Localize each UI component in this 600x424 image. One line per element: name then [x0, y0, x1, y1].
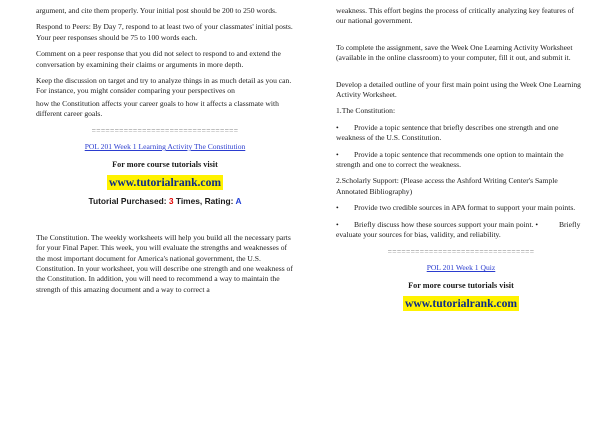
outline-heading-constitution: 1.The Constitution:	[336, 106, 396, 116]
site-link-text[interactable]: www.tutorialrank.com	[404, 296, 518, 310]
visit-heading: For more course tutorials visit	[112, 160, 218, 170]
visit-heading: For more course tutorials visit	[408, 281, 514, 291]
paragraph-initial-post: argument, and cite them properly. Your initial post should be 200 to 250 words.	[36, 6, 277, 15]
separator-rule: ================================	[91, 125, 239, 135]
right-column	[336, 6, 586, 317]
bullet-item-strength-weakness	[336, 123, 586, 144]
left-column	[36, 6, 294, 301]
purchase-prefix: Tutorial Purchased:	[88, 196, 169, 207]
quiz-title-link[interactable]: POL 201 Week 1 Quiz	[426, 262, 496, 272]
site-link-text[interactable]: www.tutorialrank.com	[108, 175, 222, 189]
paragraph-outline: Develop a detailed outline of your first main point using the Week One Learning Activity Worksheet.	[336, 79, 581, 100]
outline-heading-scholarly: 2.Scholarly Support: (Please access the Ashford Writing Center's Sample Annotated Bibliography)	[336, 176, 558, 196]
paragraph-constitution-intro: The Constitution. The weekly worksheets will help you build all the necessary parts for your Final Paper. This week, you will evaluate the strengths and weaknesses of the most important document for America's national government, the U.S. Constitution. In your worksheet, you will describe one strength and one weakness of the Constitution. In addition, you will need to recommend a way to maintain the strength of this amazing document and a way to correct a	[36, 232, 293, 294]
paragraph-career-goals: how the Constitution affects your career goals to how it affects a classmate with different career goals.	[36, 98, 279, 119]
bullet-item-discuss	[336, 220, 586, 241]
bullet-item-recommend	[336, 150, 586, 171]
purchase-count: 3	[168, 196, 174, 207]
tutorial-title-link[interactable]: POL 201 Week 1 Learning Activity The Constitution	[84, 142, 246, 152]
bullet-text: Provide two credible sources in APA format to support your main points.	[354, 203, 576, 213]
bullet-text: Provide a topic sentence that recommends one option to maintain the strength and one to correct the weakness.	[336, 149, 564, 170]
bullet-marker: •	[336, 149, 339, 159]
bullet-marker: •	[336, 122, 339, 132]
separator-rule: ================================	[387, 246, 535, 256]
site-link[interactable]	[336, 296, 586, 310]
paragraph-complete-assignment: To complete the assignment, save the Week One Learning Activity Worksheet (available in the online classroom) to your computer, fill it out, and submit it.	[336, 42, 573, 63]
site-link[interactable]	[36, 175, 294, 189]
paragraph-discussion: Keep the discussion on target and try to analyze things in as much detail as you can. For instance, you might consider comparing your perspectives on	[36, 76, 292, 96]
paragraph-respond-peers: Respond to Peers: By Day 7, respond to at least two of your classmates' initial posts. Your peer responses should be 75 to 100 words each.	[36, 22, 293, 42]
bullet-item-sources	[336, 203, 586, 213]
bullet-text: Briefly discuss how these sources support your main point. •	[354, 219, 539, 229]
purchase-mid: Times, Rating:	[173, 196, 236, 207]
purchase-info	[36, 196, 294, 206]
paragraph-comment: Comment on a peer response that you did not select to respond to and extend the conversation by examining their claims or arguments in more depth.	[36, 49, 281, 69]
bullet-marker: •	[336, 219, 339, 229]
bullet-marker: •	[336, 203, 339, 213]
bullet-text: Provide a topic sentence that briefly describes one strength and one weakness of the U.S. Constitution.	[336, 122, 559, 143]
purchase-rating: A	[235, 196, 242, 207]
paragraph-weakness: weakness. This effort begins the process of critically analyzing key features of our national government.	[336, 6, 574, 26]
bullet-text-evaluate: Briefly evaluate your sources for bias, validity, and reliability.	[336, 219, 581, 240]
